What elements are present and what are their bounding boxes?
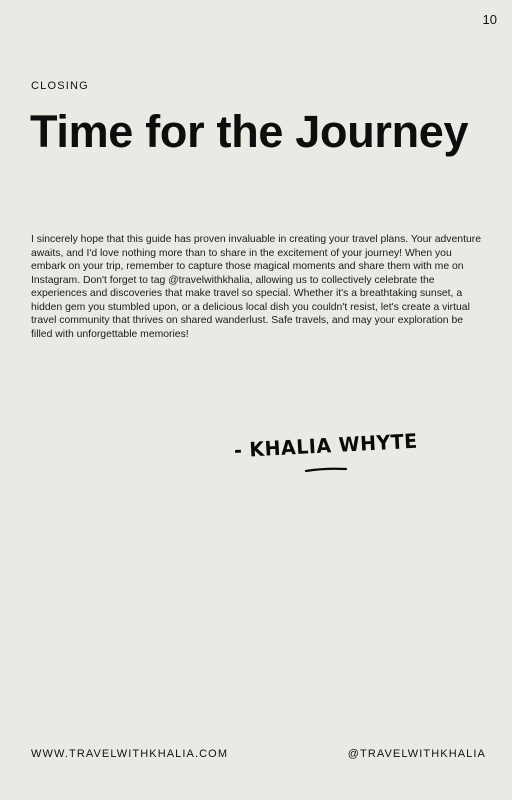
page-number: 10 <box>482 12 497 27</box>
body-paragraph: I sincerely hope that this guide has proven invaluable in creating your travel plans. Your adventure awaits, and I'd love nothing more than to share in the excitement of your journey! When you embark on your trip, remember to capture those magical moments and share them with me on Instagram. Don't forget to tag @travelwithkhalia, allowing us to collectively celebrate the experiences and discoveries that make travel so special. Whether it's a breathtaking sunset, a hidden gem you stumbled upon, or a delicious local dish you couldn't resist, let's create a virtual travel community that thrives on shared wanderlust. Safe travels, and may your exploration be filled with unforgettable memories! <box>31 234 481 340</box>
signature <box>233 429 419 480</box>
page-title: Time for the Journey <box>30 106 469 157</box>
footer-website-link[interactable]: WWW.TRAVELWITHKHALIA.COM <box>31 748 229 760</box>
signature-text: - KHALIA WHYTE <box>233 429 419 463</box>
section-label: CLOSING <box>31 80 89 92</box>
signature-underline <box>304 466 348 474</box>
footer-instagram-handle[interactable]: @TRAVELWITHKHALIA <box>347 748 486 760</box>
